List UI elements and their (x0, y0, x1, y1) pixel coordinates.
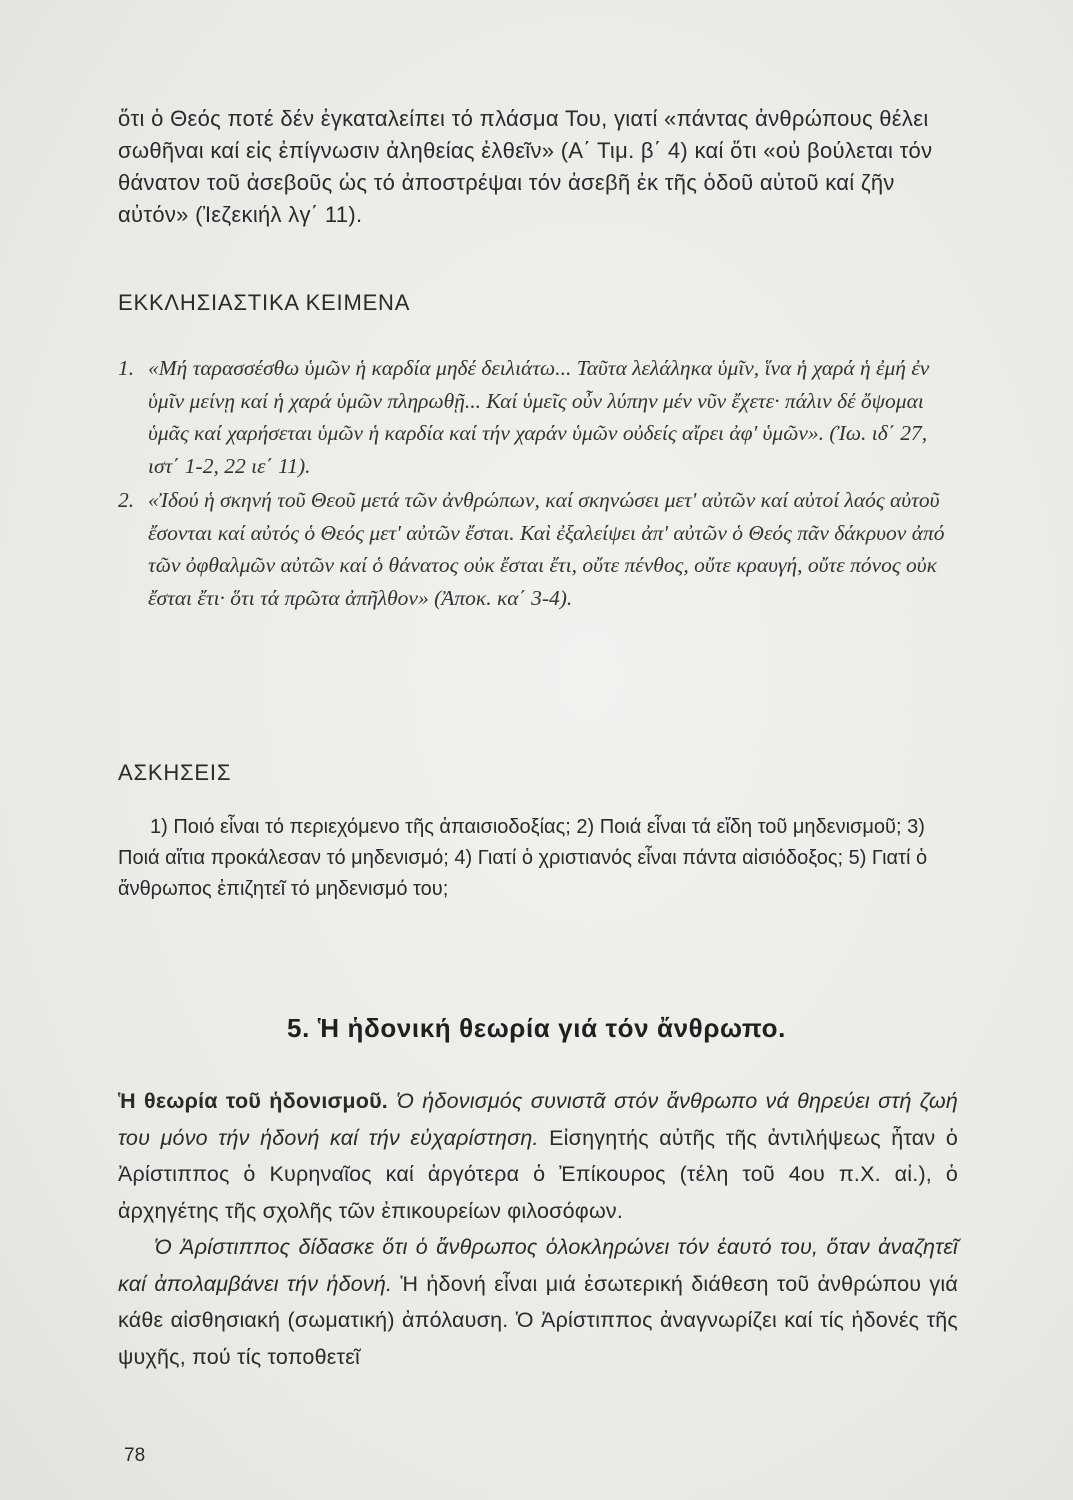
quote-item (118, 352, 958, 482)
section-body (118, 1083, 958, 1375)
page-number: 78 (124, 1445, 146, 1466)
exercises-paragraph (118, 812, 958, 905)
body-paragraph (118, 1083, 958, 1229)
exercises-heading: ΑΣΚΗΣΕΙΣ (118, 760, 232, 785)
quote-number: 1. (118, 356, 135, 380)
exercises-text: 1) Ποιό εἶναι τό περιεχόμενο τῆς ἀπαισιοδοξίας; 2) Ποιά εἶναι τά εἴδη τοῦ μηδενισμοῦ; 3) Ποιά αἴτια προκάλεσαν τό μηδενισμό; 4) Γιατί ὁ χριστιανός εἶναι πάντα αἰσιόδοξος; 5) Γιατί ὁ ἄνθρωπος ἐπιζητεῖ τό μηδενισμό του; (118, 816, 928, 900)
quote-text: «Μή ταρασσέσθω ὑμῶν ἡ καρδία μηδέ δειλιάτω... Ταῦτα λελάληκα ὑμῖν, ἵνα ἡ χαρά ἡ ἐμή ἐν ὑμῖν μείνῃ καί ἡ χαρά ὑμῶν πληρωθῇ... Καί ὑμεῖς οὖν λύπην μέν νῦν ἔχετε· πάλιν δέ ὄψομαι ὑμᾶς καί χαρήσεται ὑμῶν ἡ καρδία καί τήν χαράν ὑμῶν οὐδείς αἴρει ἀφ' ὑμῶν». (Ἰω. ιδ΄ 27, ιστ΄ 1-2, 22 ιε΄ 11). (148, 356, 930, 478)
italic-thesis: Ὁ ἡδονισμός συνιστᾶ στόν ἄνθρωπο νά θηρεύει στή ζωή του μόνο τήν ἡδονή καί τήν εὐχαρίστηση. (118, 1089, 958, 1150)
quote-number: 2. (118, 488, 135, 512)
section-title: 5. Ἡ ἡδονική θεωρία γιά τόν ἄνθρωπο. (287, 1013, 786, 1043)
quote-item (118, 484, 958, 614)
paragraph-text: Εἰσηγητής αὐτῆς τῆς ἀντιλήψεως ἦταν ὁ Ἀρίστιππος ὁ Κυρηναῖος καί ἀργότερα ὁ Ἐπίκουρος (τέλη τοῦ 4ου π.Χ. αἰ.), ὁ ἀρχηγέτης τῆς σχολῆς τῶν ἐπικουρείων φιλοσόφων. (118, 1125, 958, 1223)
body-paragraph (118, 1229, 958, 1375)
ecclesiastical-texts-heading: ΕΚΚΛΗΣΙΑΣΤΙΚΑ ΚΕΙΜΕΝΑ (118, 290, 411, 315)
run-in-heading: Ἡ θεωρία τοῦ ἡδονισμοῦ. (118, 1089, 388, 1113)
ecclesiastical-texts-list (118, 352, 958, 616)
quote-text: «Ἰδού ἡ σκηνή τοῦ Θεοῦ μετά τῶν ἀνθρώπων, καί σκηνώσει μετ' αὐτῶν καί αὐτοί λαός αὐτοῦ ἔσονται καί αὐτός ὁ Θεός μετ' αὐτῶν ἔσται. Καὶ ἐξαλείψει ἀπ' αὐτῶν ὁ Θεός πᾶν δάκρυον ἀπό τῶν ὀφθαλμῶν αὐτῶν καί ὁ θάνατος οὐκ ἔσται ἔτι, οὔτε πένθος, οὔτε κραυγή, οὔτε πόνος οὐκ ἔσται ἔτι· ὅτι τά πρῶτα ἀπῆλθον» (Ἀποκ. κα΄ 3-4). (148, 488, 945, 610)
paragraph-text: Ἡ ἡδονή εἶναι μιά ἐσωτερική διάθεση τοῦ ἀνθρώπου γιά κάθε αἰσθησιακή (σωματική) ἀπόλαυση. Ὁ Ἀρίστιππος ἀναγνωρίζει καί τίς ἡδονές τῆς ψυχῆς, πού τίς τοποθετεῖ (118, 1271, 958, 1369)
italic-thesis: Ὁ Ἀρίστιππος δίδασκε ὅτι ὁ ἄνθρωπος ὁλοκληρώνει τόν ἑαυτό του, ὅταν ἀναζητεῖ καί ἀπολαμβάνει τήν ἡδονή. (118, 1235, 958, 1296)
intro-paragraph (118, 103, 958, 231)
intro-text: ὅτι ὁ Θεός ποτέ δέν ἐγκαταλείπει τό πλάσμα Του, γιατί «πάντας ἀνθρώπους θέλει σωθῆναι καί εἰς ἐπίγνωσιν ἀληθείας ἐλθεῖν» (Α΄ Τιμ. β΄ 4) καί ὅτι «οὐ βούλεται τόν θάνατον τοῦ ἀσεβοῦς ὡς τό ἀποστρέψαι τόν ἀσεβῆ ἐκ τῆς ὁδοῦ αὐτοῦ καί ζῆν αὐτόν» (Ἰεζεκιήλ λγ΄ 11). (118, 106, 933, 227)
